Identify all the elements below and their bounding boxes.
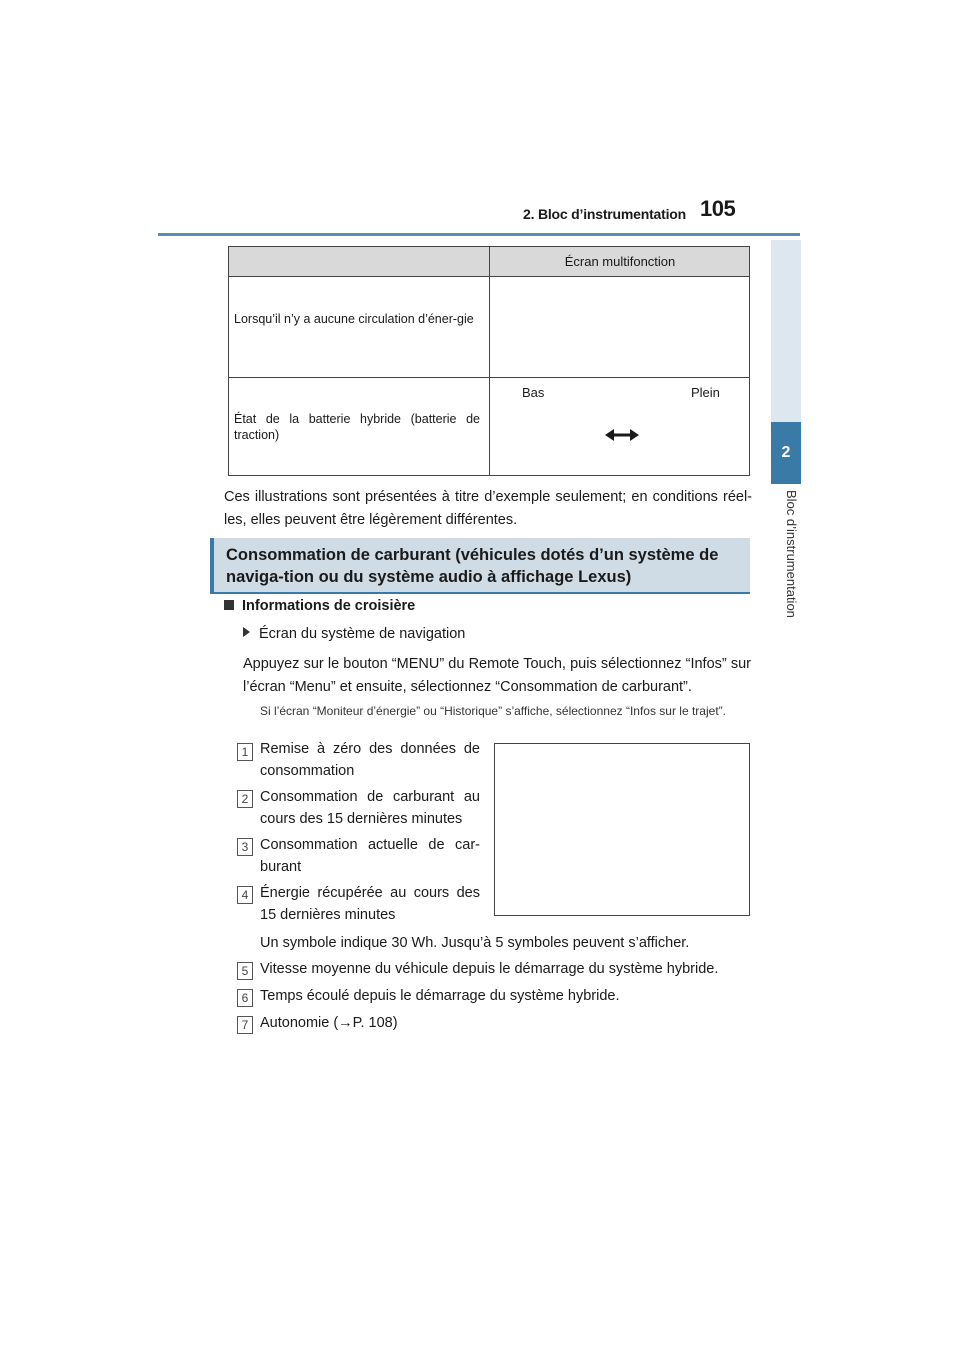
screen-illustration-frame <box>494 743 750 916</box>
list-item: Énergie récupérée au cours des 15 dernières minutes <box>260 885 480 923</box>
table-divider-horizontal <box>229 377 749 378</box>
table-column-header: Écran multifonction <box>564 254 676 269</box>
bullet-item <box>243 626 465 642</box>
illustration-caption: Ces illustrations sont présentées à titre d’exemple seulement; en conditions réel-les, elles peuvent être légèrement différentes. <box>224 489 752 528</box>
square-bullet-icon <box>224 600 234 610</box>
chapter-label: Bloc d’instrumentation <box>784 490 799 618</box>
item-number: 3 <box>237 838 253 856</box>
battery-full-label: Plein <box>691 385 720 400</box>
triangle-bullet-icon <box>243 627 250 637</box>
table-row-label: Lorsqu’il n’y a aucune circulation d’éner-gie <box>234 312 474 326</box>
item-number: 4 <box>237 886 253 904</box>
page-reference-link[interactable]: Autonomie (→P. 108) <box>260 1015 398 1031</box>
section-title: Consommation de carburant (véhicules dotés d’un système de naviga-tion ou du système audio à affichage Lexus) <box>226 546 719 586</box>
side-tab-band <box>771 240 801 422</box>
subheading <box>224 598 415 614</box>
item-number: 7 <box>237 1016 253 1034</box>
section-heading-box <box>210 538 750 594</box>
double-arrow-icon <box>605 428 639 442</box>
table-divider-vertical <box>489 247 490 475</box>
item-number: 2 <box>237 790 253 808</box>
subheading-text: Informations de croisière <box>242 598 416 614</box>
list-item: Consommation actuelle de car-burant <box>260 837 480 875</box>
display-table <box>228 246 750 476</box>
instruction-paragraph: Appuyez sur le bouton “MENU” du Remote Touch, puis sélectionnez “Infos” sur l’écran “Menu” et ensuite, sélectionnez “Consommation de carburant”. <box>243 656 751 695</box>
item-number: 1 <box>237 743 253 761</box>
note-text: Si l’écran “Moniteur d’énergie” ou “Historique” s’affiche, sélectionnez “Infos sur le trajet”. <box>260 704 726 718</box>
list-item-extra: Un symbole indique 30 Wh. Jusqu’à 5 symboles peuvent s’afficher. <box>260 935 690 951</box>
list-item: Consommation de carburant au cours des 15 dernières minutes <box>260 789 480 827</box>
item-number: 5 <box>237 962 253 980</box>
battery-low-label: Bas <box>522 385 545 400</box>
running-head: 2. Bloc d’instrumentation <box>522 206 686 222</box>
header-rule <box>158 233 800 236</box>
chapter-tab: 2 <box>771 422 801 484</box>
list-item: Vitesse moyenne du véhicule depuis le démarrage du système hybride. <box>260 961 719 977</box>
item-number: 6 <box>237 989 253 1007</box>
list-item: Temps écoulé depuis le démarrage du système hybride. <box>260 988 620 1004</box>
list-item: Remise à zéro des données de consommation <box>260 741 480 779</box>
bullet-text: Écran du système de navigation <box>259 626 466 642</box>
table-row-label: État de la batterie hybride (batterie de traction) <box>234 412 480 442</box>
page-number: 105 <box>700 196 736 221</box>
